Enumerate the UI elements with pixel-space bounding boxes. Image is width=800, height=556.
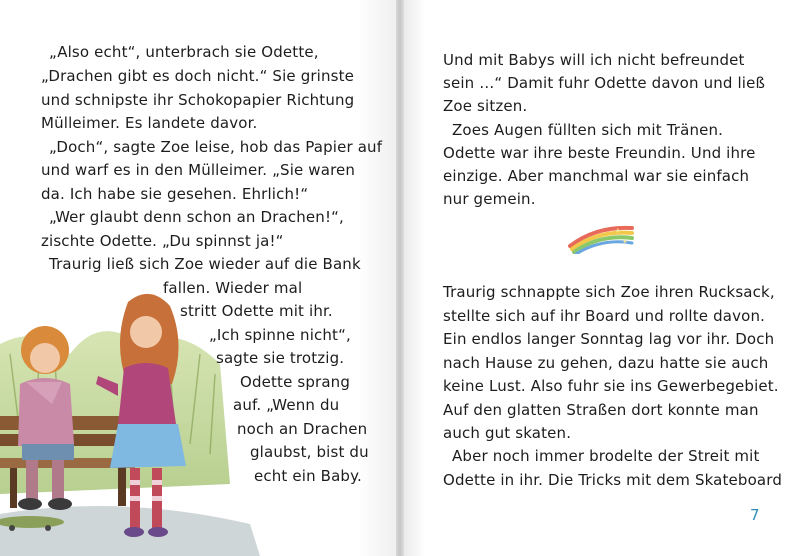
text-line: Ein endlos langer Sonntag lag vor ihr. Doch: [443, 330, 775, 348]
text-line: fallen. Wieder mal: [163, 279, 303, 297]
svg-text:✦: ✦: [622, 238, 628, 246]
text-line: zischte Odette. „Du spinnst ja!“: [41, 232, 284, 250]
text-line: „Drachen gibt es doch nicht.“ Sie grinste: [41, 67, 355, 85]
text-line: „Also echt“, unterbrach sie Odette,: [49, 43, 319, 61]
text-line: Odette war ihre beste Freundin. Und ihre: [443, 144, 756, 162]
text-line: Auf den glatten Straßen dort konnte man: [443, 401, 759, 419]
text-line: stritt Odette mit ihr.: [180, 302, 333, 320]
text-line: nach Hause zu gehen, dazu hatte sie auch: [443, 354, 769, 372]
text-line: sein …“ Damit fuhr Odette davon und ließ: [443, 74, 766, 92]
svg-text:✦: ✦: [614, 227, 622, 237]
text-line: Aber noch immer brodelte der Streit mit: [452, 447, 760, 465]
book-gutter: [396, 0, 404, 556]
text-line: sagte sie trotzig.: [216, 349, 345, 367]
text-line: auf. „Wenn du: [233, 396, 340, 414]
text-line: nur gemein.: [443, 190, 536, 208]
text-line: Traurig schnappte sich Zoe ihren Rucksack,: [443, 283, 775, 301]
rainbow-swash-decoration: [566, 220, 636, 254]
text-line: und schnipste ihr Schokopapier Richtung: [41, 91, 355, 109]
text-line: Und mit Babys will ich nicht befreundet: [443, 51, 745, 69]
text-line: und warf es in den Mülleimer. „Sie waren: [41, 161, 356, 179]
text-line: Zoes Augen füllten sich mit Tränen.: [452, 121, 724, 139]
text-line: keine Lust. Also fuhr sie ins Gewerbegebiet.: [443, 377, 779, 395]
text-line: „Doch“, sagte Zoe leise, hob das Papier auf: [49, 138, 383, 156]
text-line: glaubst, bist du: [250, 443, 369, 461]
text-line: „Ich spinne nicht“,: [209, 326, 351, 344]
text-line: stellte sich auf ihr Board und rollte davon.: [443, 307, 766, 325]
text-line: echt ein Baby.: [254, 467, 362, 485]
text-line: da. Ich habe sie gesehen. Ehrlich!“: [41, 185, 309, 203]
text-line: Mülleimer. Es landete davor.: [41, 114, 258, 132]
text-line: auch gut skaten.: [443, 424, 572, 442]
text-line: Odette sprang: [240, 373, 350, 391]
text-line: noch an Drachen: [237, 420, 368, 438]
text-line: Odette in ihr. Die Tricks mit dem Skateboard: [443, 471, 783, 489]
text-line: „Wer glaubt denn schon an Drachen!“,: [49, 208, 344, 226]
page-number: 7: [750, 506, 760, 524]
text-line: einzige. Aber manchmal war sie einfach: [443, 167, 750, 185]
text-line: Zoe sitzen.: [443, 97, 528, 115]
text-line: Traurig ließ sich Zoe wieder auf die Bank: [49, 255, 361, 273]
